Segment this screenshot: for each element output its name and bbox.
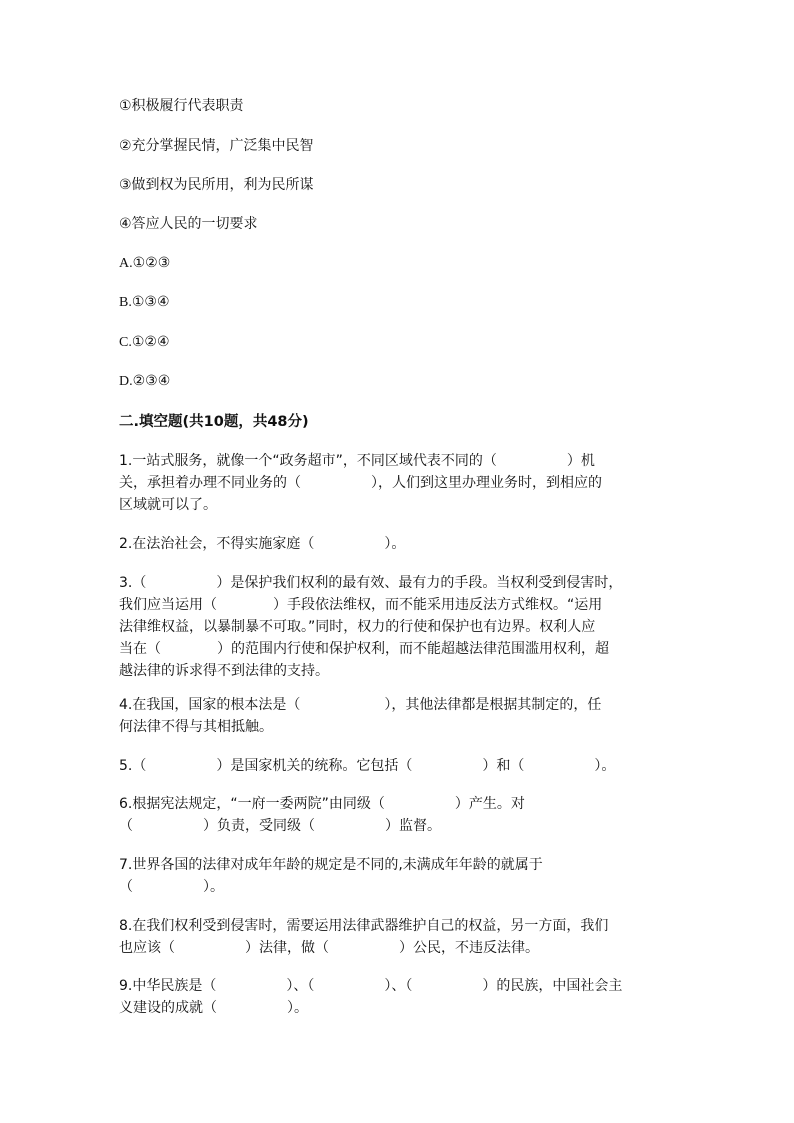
question-5 [119,755,675,777]
question-6-text-1: 6.根据宪法规定，“一府一委两院”由同级（ ）产生。对 [119,796,525,812]
question-9 [119,975,675,1019]
question-1-text-1: 1.一站式服务，就像一个“政务超市”，不同区域代表不同的（ ）机 [119,453,595,469]
question-5-text-1: 5.（ ）是国家机关的统称。它包括（ ）和（ ）。 [119,758,616,774]
question-2-text-1: 2.在法治社会，不得实施家庭（ ）。 [119,536,406,552]
choice-3: ③做到权为民所用，利为民所谋 [119,177,314,193]
question-3-text-4: 当在（ ）的范围内行使和保护权利，而不能超越法律范围滥用权利，超 [119,641,609,657]
question-4 [119,694,675,738]
question-1-text-3: 区域就可以了。 [119,497,217,513]
question-8 [119,915,675,959]
question-3-text-2: 我们应当运用（ ）手段依法维权，而不能采用违反法方式维权。“运用 [119,597,603,613]
choice-4: ④答应人民的一切要求 [119,216,258,232]
question-7 [119,854,675,898]
question-6-text-2: （ ）负责，受同级（ ）监督。 [119,818,441,834]
choice-2: ②充分掌握民情，广泛集中民智 [119,138,314,154]
section-title: 二.填空题(共10题，共48分) [119,414,309,430]
question-3 [119,572,675,682]
question-3-text-1: 3.（ ）是保护我们权利的最有效、最有力的手段。当权利受到侵害时， [119,575,623,591]
question-2 [119,533,675,555]
option-c: C.①②④ [119,335,170,350]
question-3-text-5: 越法律的诉求得不到法律的支持。 [119,663,329,679]
question-9-text-1: 9.中华民族是（ ）、（ ）、（ ）的民族，中国社会主 [119,978,623,994]
question-6 [119,793,675,837]
question-1-line-1 [119,450,675,472]
question-7-text-1: 7.世界各国的法律对成年年龄的规定是不同的,未满成年年龄的就属于 [119,857,543,873]
option-a: A.①②③ [119,256,171,271]
question-9-text-2: 义建设的成就（ ）。 [119,1000,308,1016]
question-1 [119,450,675,516]
question-1-line-2 [119,472,675,494]
question-3-text-3: 法律维权益，以暴制暴不可取。”同时，权力的行使和保护也有边界。权利人应 [119,619,596,635]
question-4-text-2: 何法律不得与其相抵触。 [119,719,273,735]
question-1-text-2: 关，承担着办理不同业务的（ ），人们到这里办理业务时，到相应的 [119,475,602,491]
question-8-text-1: 8.在我们权利受到侵害时，需要运用法律武器维护自己的权益，另一方面，我们 [119,918,609,934]
question-4-text-1: 4.在我国，国家的根本法是（ ），其他法律都是根据其制定的，任 [119,697,602,713]
option-b: B.①③④ [119,295,170,310]
question-7-text-2: （ ）。 [119,879,224,895]
choice-1: ①积极履行代表职责 [119,98,244,114]
option-d: D.②③④ [119,374,171,389]
question-8-text-2: 也应该（ ）法律，做（ ）公民，不违反法律。 [119,940,539,956]
question-1-line-3 [119,494,675,516]
